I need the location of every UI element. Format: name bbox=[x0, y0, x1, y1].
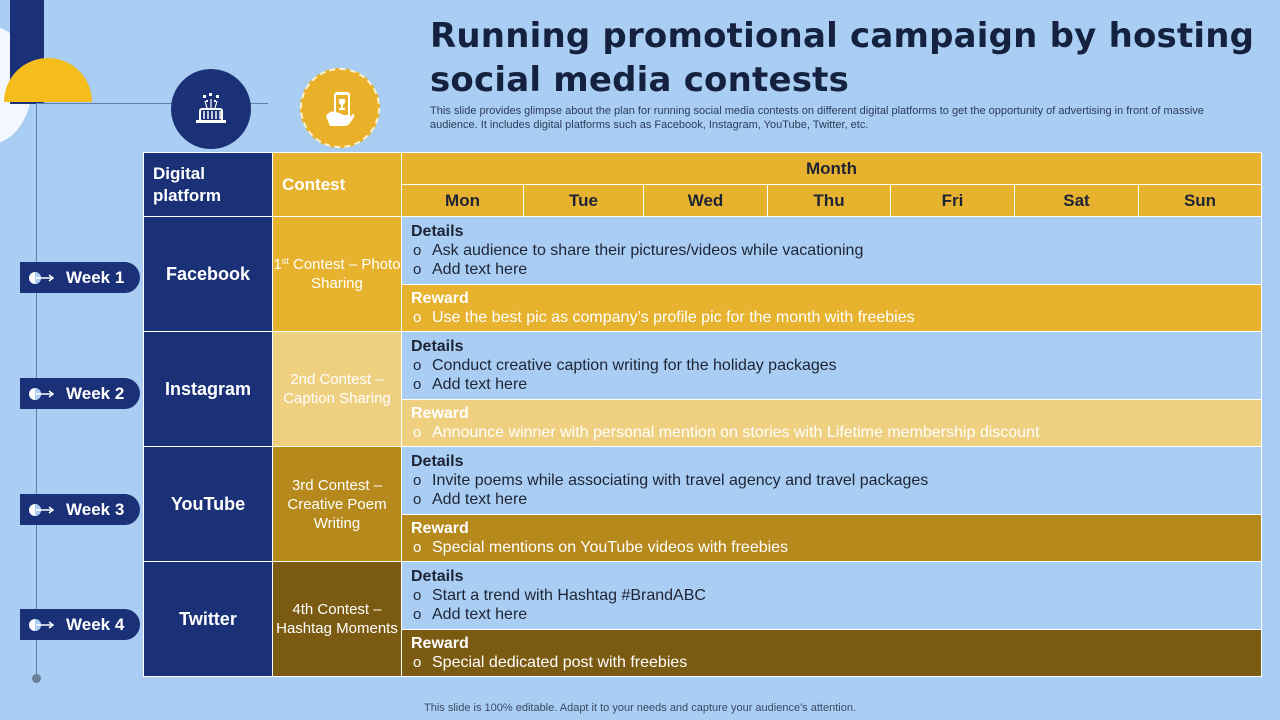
reward-label: Reward bbox=[411, 290, 469, 307]
reward-label: Reward bbox=[411, 520, 469, 537]
reward-item: o Announce winner with personal mention on stories with Lifetime membership discount bbox=[411, 423, 1261, 442]
details-label: Details bbox=[411, 223, 464, 240]
platform-instagram: Instagram bbox=[144, 332, 273, 447]
reward-cell bbox=[402, 630, 1262, 677]
week-2-text: Week 2 bbox=[66, 383, 125, 403]
header-day-wed: Wed bbox=[644, 185, 768, 217]
header-day-thu: Thu bbox=[768, 185, 891, 217]
page-subtitle: This slide provides glimpse about the plan for running social media contests on different digital platforms to get the opportunity of advertising in front of massive audience. It includes digital platforms such as Facebook, Instagram, YouTube, Twitter, etc. bbox=[430, 105, 1204, 131]
details-item: o Ask audience to share their pictures/videos while vacationing bbox=[411, 241, 1261, 260]
week-1-label bbox=[20, 262, 140, 293]
week-arrow-icon bbox=[26, 615, 56, 635]
week-4-label bbox=[20, 609, 140, 640]
week-arrow-icon bbox=[26, 500, 56, 520]
details-label: Details bbox=[411, 568, 464, 585]
platform-youtube: YouTube bbox=[144, 447, 273, 562]
phone-trophy-icon bbox=[300, 68, 380, 148]
details-item: o Start a trend with Hashtag #BrandABC bbox=[411, 586, 1261, 605]
details-item: o Invite poems while associating with travel agency and travel packages bbox=[411, 471, 1261, 490]
contest-4: 4th Contest – Hashtag Moments bbox=[273, 562, 402, 677]
platform-twitter: Twitter bbox=[144, 562, 273, 677]
contest-3: 3rd Contest – Creative Poem Writing bbox=[273, 447, 402, 562]
header-digital-platform: Digital platform bbox=[144, 153, 273, 217]
reward-label: Reward bbox=[411, 405, 469, 422]
details-item: o Conduct creative caption writing for the holiday packages bbox=[411, 356, 1261, 375]
week-1-text: Week 1 bbox=[66, 267, 125, 287]
header-day-tue: Tue bbox=[524, 185, 644, 217]
details-cell bbox=[402, 217, 1262, 285]
details-label: Details bbox=[411, 338, 464, 355]
contest-schedule-table bbox=[143, 152, 1262, 677]
week-3-label bbox=[20, 494, 140, 525]
week-arrow-icon bbox=[26, 268, 56, 288]
contest-1: 1st Contest – Photo Sharing bbox=[273, 217, 402, 332]
header-day-sat: Sat bbox=[1015, 185, 1139, 217]
header-day-fri: Fri bbox=[891, 185, 1015, 217]
digital-devices-icon bbox=[171, 69, 251, 149]
reward-cell bbox=[402, 515, 1262, 562]
reward-cell bbox=[402, 285, 1262, 332]
week-arrow-icon bbox=[26, 384, 56, 404]
footer-note: This slide is 100% editable. Adapt it to your needs and capture your audience's attention. bbox=[424, 702, 856, 714]
details-item: o Add text here bbox=[411, 605, 1261, 624]
reward-item: o Use the best pic as company’s profile pic for the month with freebies bbox=[411, 308, 1261, 327]
details-item: o Add text here bbox=[411, 375, 1261, 394]
table-row bbox=[144, 562, 1262, 630]
contest-2: 2nd Contest – Caption Sharing bbox=[273, 332, 402, 447]
week-2-label bbox=[20, 378, 140, 409]
header-day-mon: Mon bbox=[402, 185, 524, 217]
page-title: Running promotional campaign by hosting social media contests bbox=[430, 16, 1255, 100]
details-cell bbox=[402, 447, 1262, 515]
table-row bbox=[144, 447, 1262, 515]
reward-item: o Special mentions on YouTube videos with freebies bbox=[411, 538, 1261, 557]
details-item: o Add text here bbox=[411, 260, 1261, 279]
header-month: Month bbox=[402, 153, 1262, 185]
week-4-text: Week 4 bbox=[66, 614, 125, 634]
details-item: o Add text here bbox=[411, 490, 1261, 509]
reward-cell bbox=[402, 400, 1262, 447]
timeline-end-dot bbox=[32, 674, 41, 683]
header-contest: Contest bbox=[273, 153, 402, 217]
week-3-text: Week 3 bbox=[66, 499, 125, 519]
details-label: Details bbox=[411, 453, 464, 470]
reward-item: o Special dedicated post with freebies bbox=[411, 653, 1261, 672]
reward-label: Reward bbox=[411, 635, 469, 652]
header-day-sun: Sun bbox=[1139, 185, 1262, 217]
platform-facebook: Facebook bbox=[144, 217, 273, 332]
table-row bbox=[144, 332, 1262, 400]
details-cell bbox=[402, 332, 1262, 400]
details-cell bbox=[402, 562, 1262, 630]
table-row bbox=[144, 217, 1262, 285]
